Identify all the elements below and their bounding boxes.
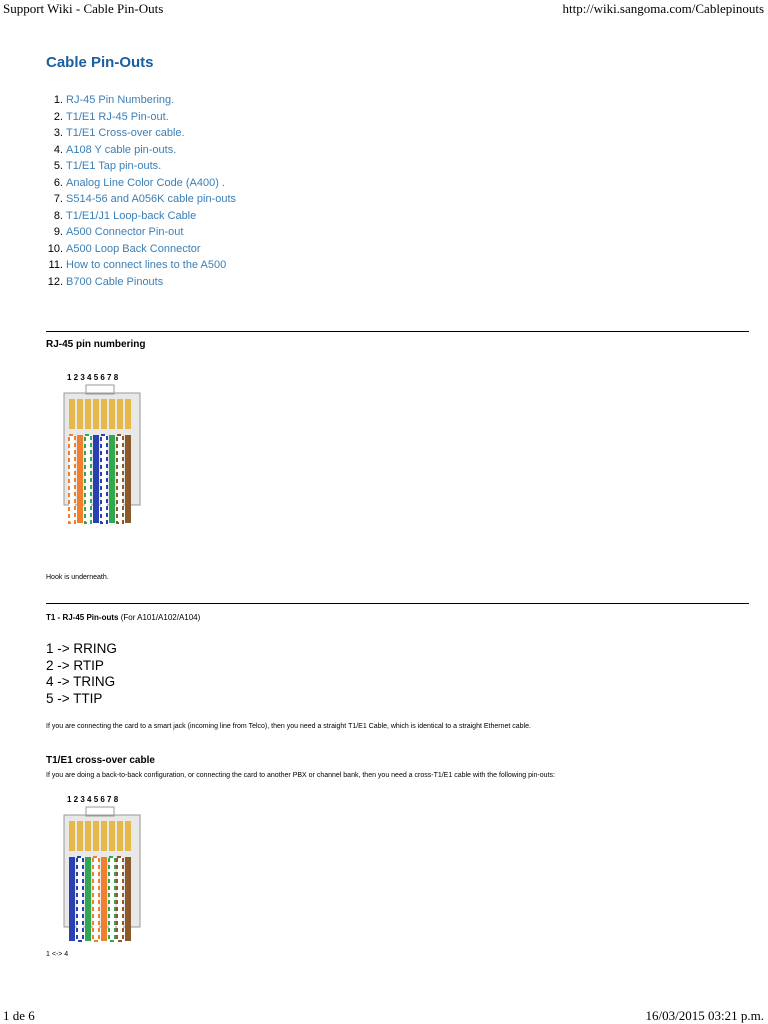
print-footer bbox=[0, 1006, 768, 1024]
toc-item bbox=[46, 125, 236, 142]
toc-item bbox=[46, 92, 236, 109]
toc-number: 1. bbox=[53, 94, 63, 106]
toc-item bbox=[46, 142, 236, 159]
toc-item bbox=[46, 274, 236, 291]
toc-number: 4. bbox=[53, 143, 63, 156]
toc-link[interactable]: How to connect lines to the A500 bbox=[66, 259, 227, 271]
t1-pinouts-heading bbox=[46, 613, 200, 622]
crossover-connector-image bbox=[60, 793, 150, 943]
rj45-heading: RJ-45 pin numbering bbox=[46, 339, 146, 350]
toc-number: 8. bbox=[53, 209, 63, 222]
toc-number: 3. bbox=[53, 127, 63, 139]
pin-line: 2 -> RTIP bbox=[46, 657, 104, 673]
toc-link[interactable]: A108 Y cable pin-outs. bbox=[66, 143, 177, 156]
toc-number: 2. bbox=[53, 110, 63, 123]
straight-cable-note: If you are connecting the card to a smart jack (incoming line from Telco), then you need a straight T1/E1 Cable, which is identical to a straight Ethernet cable. bbox=[46, 723, 531, 730]
crossover-pin-numbers: 1 2 3 4 5 6 7 8 bbox=[67, 795, 119, 804]
print-timestamp: 16/03/2015 03:21 p.m. bbox=[645, 1008, 764, 1023]
toc-number: 10. bbox=[47, 242, 63, 255]
toc-link[interactable]: A500 Connector Pin-out bbox=[66, 226, 184, 238]
print-header-title: Support Wiki - Cable Pin-Outs bbox=[3, 1, 164, 16]
toc-item bbox=[46, 241, 236, 258]
toc-link[interactable]: S514-56 and A056K cable pin-outs bbox=[66, 193, 237, 205]
section-divider bbox=[46, 331, 749, 332]
hook-note: Hook is underneath. bbox=[46, 574, 109, 581]
toc-link[interactable]: B700 Cable Pinouts bbox=[66, 275, 164, 288]
toc-number: 7. bbox=[53, 193, 63, 205]
pin-line: 1 -> RRING bbox=[46, 641, 117, 656]
t1-pin-list bbox=[46, 641, 117, 708]
toc-link[interactable]: A500 Loop Back Connector bbox=[66, 242, 201, 255]
toc-number: 12. bbox=[47, 275, 63, 288]
table-of-contents bbox=[46, 92, 236, 290]
toc-number: 11. bbox=[48, 259, 63, 271]
toc-item bbox=[46, 191, 236, 208]
toc-link[interactable]: T1/E1 Tap pin-outs. bbox=[66, 160, 162, 172]
rj45-connector-image bbox=[60, 371, 150, 526]
section-divider bbox=[46, 603, 749, 604]
toc-item bbox=[46, 257, 236, 274]
t1-pinouts-title: T1 - RJ-45 Pin-outs bbox=[46, 613, 119, 622]
rj45-pin-numbers: 1 2 3 4 5 6 7 8 bbox=[67, 373, 119, 382]
toc-link[interactable]: T1/E1 RJ-45 Pin-out. bbox=[66, 110, 169, 123]
toc-link[interactable]: T1/E1/J1 Loop-back Cable bbox=[66, 209, 197, 222]
toc-link[interactable]: Analog Line Color Code (A400) . bbox=[66, 176, 225, 189]
t1-pinouts-models: (For A101/A102/A104) bbox=[120, 613, 201, 622]
toc-item bbox=[46, 158, 236, 175]
toc-item bbox=[46, 224, 236, 241]
toc-link[interactable]: T1/E1 Cross-over cable. bbox=[66, 127, 185, 139]
crossover-heading: T1/E1 cross-over cable bbox=[46, 755, 155, 766]
toc-link[interactable]: RJ-45 Pin Numbering. bbox=[66, 94, 175, 106]
toc-number: 5. bbox=[53, 160, 63, 172]
toc-number: 6. bbox=[53, 176, 63, 189]
print-header-url: http://wiki.sangoma.com/Cablepinouts bbox=[562, 1, 764, 16]
crossover-note: If you are doing a back-to-back configuration, or connecting the card to another PBX or channel bank, then you need a cross-T1/E1 cable with the following pin-outs: bbox=[46, 772, 555, 779]
toc-number: 9. bbox=[53, 226, 63, 238]
page-title: Cable Pin-Outs bbox=[46, 54, 154, 71]
toc-item bbox=[46, 175, 236, 192]
toc-item bbox=[46, 109, 236, 126]
crossover-caption: 1 <-> 4 bbox=[46, 951, 69, 958]
toc-item bbox=[46, 208, 236, 225]
pin-line: 4 -> TRING bbox=[46, 674, 116, 690]
pin-line: 5 -> TTIP bbox=[46, 691, 103, 707]
page-counter: 1 de 6 bbox=[3, 1008, 35, 1023]
